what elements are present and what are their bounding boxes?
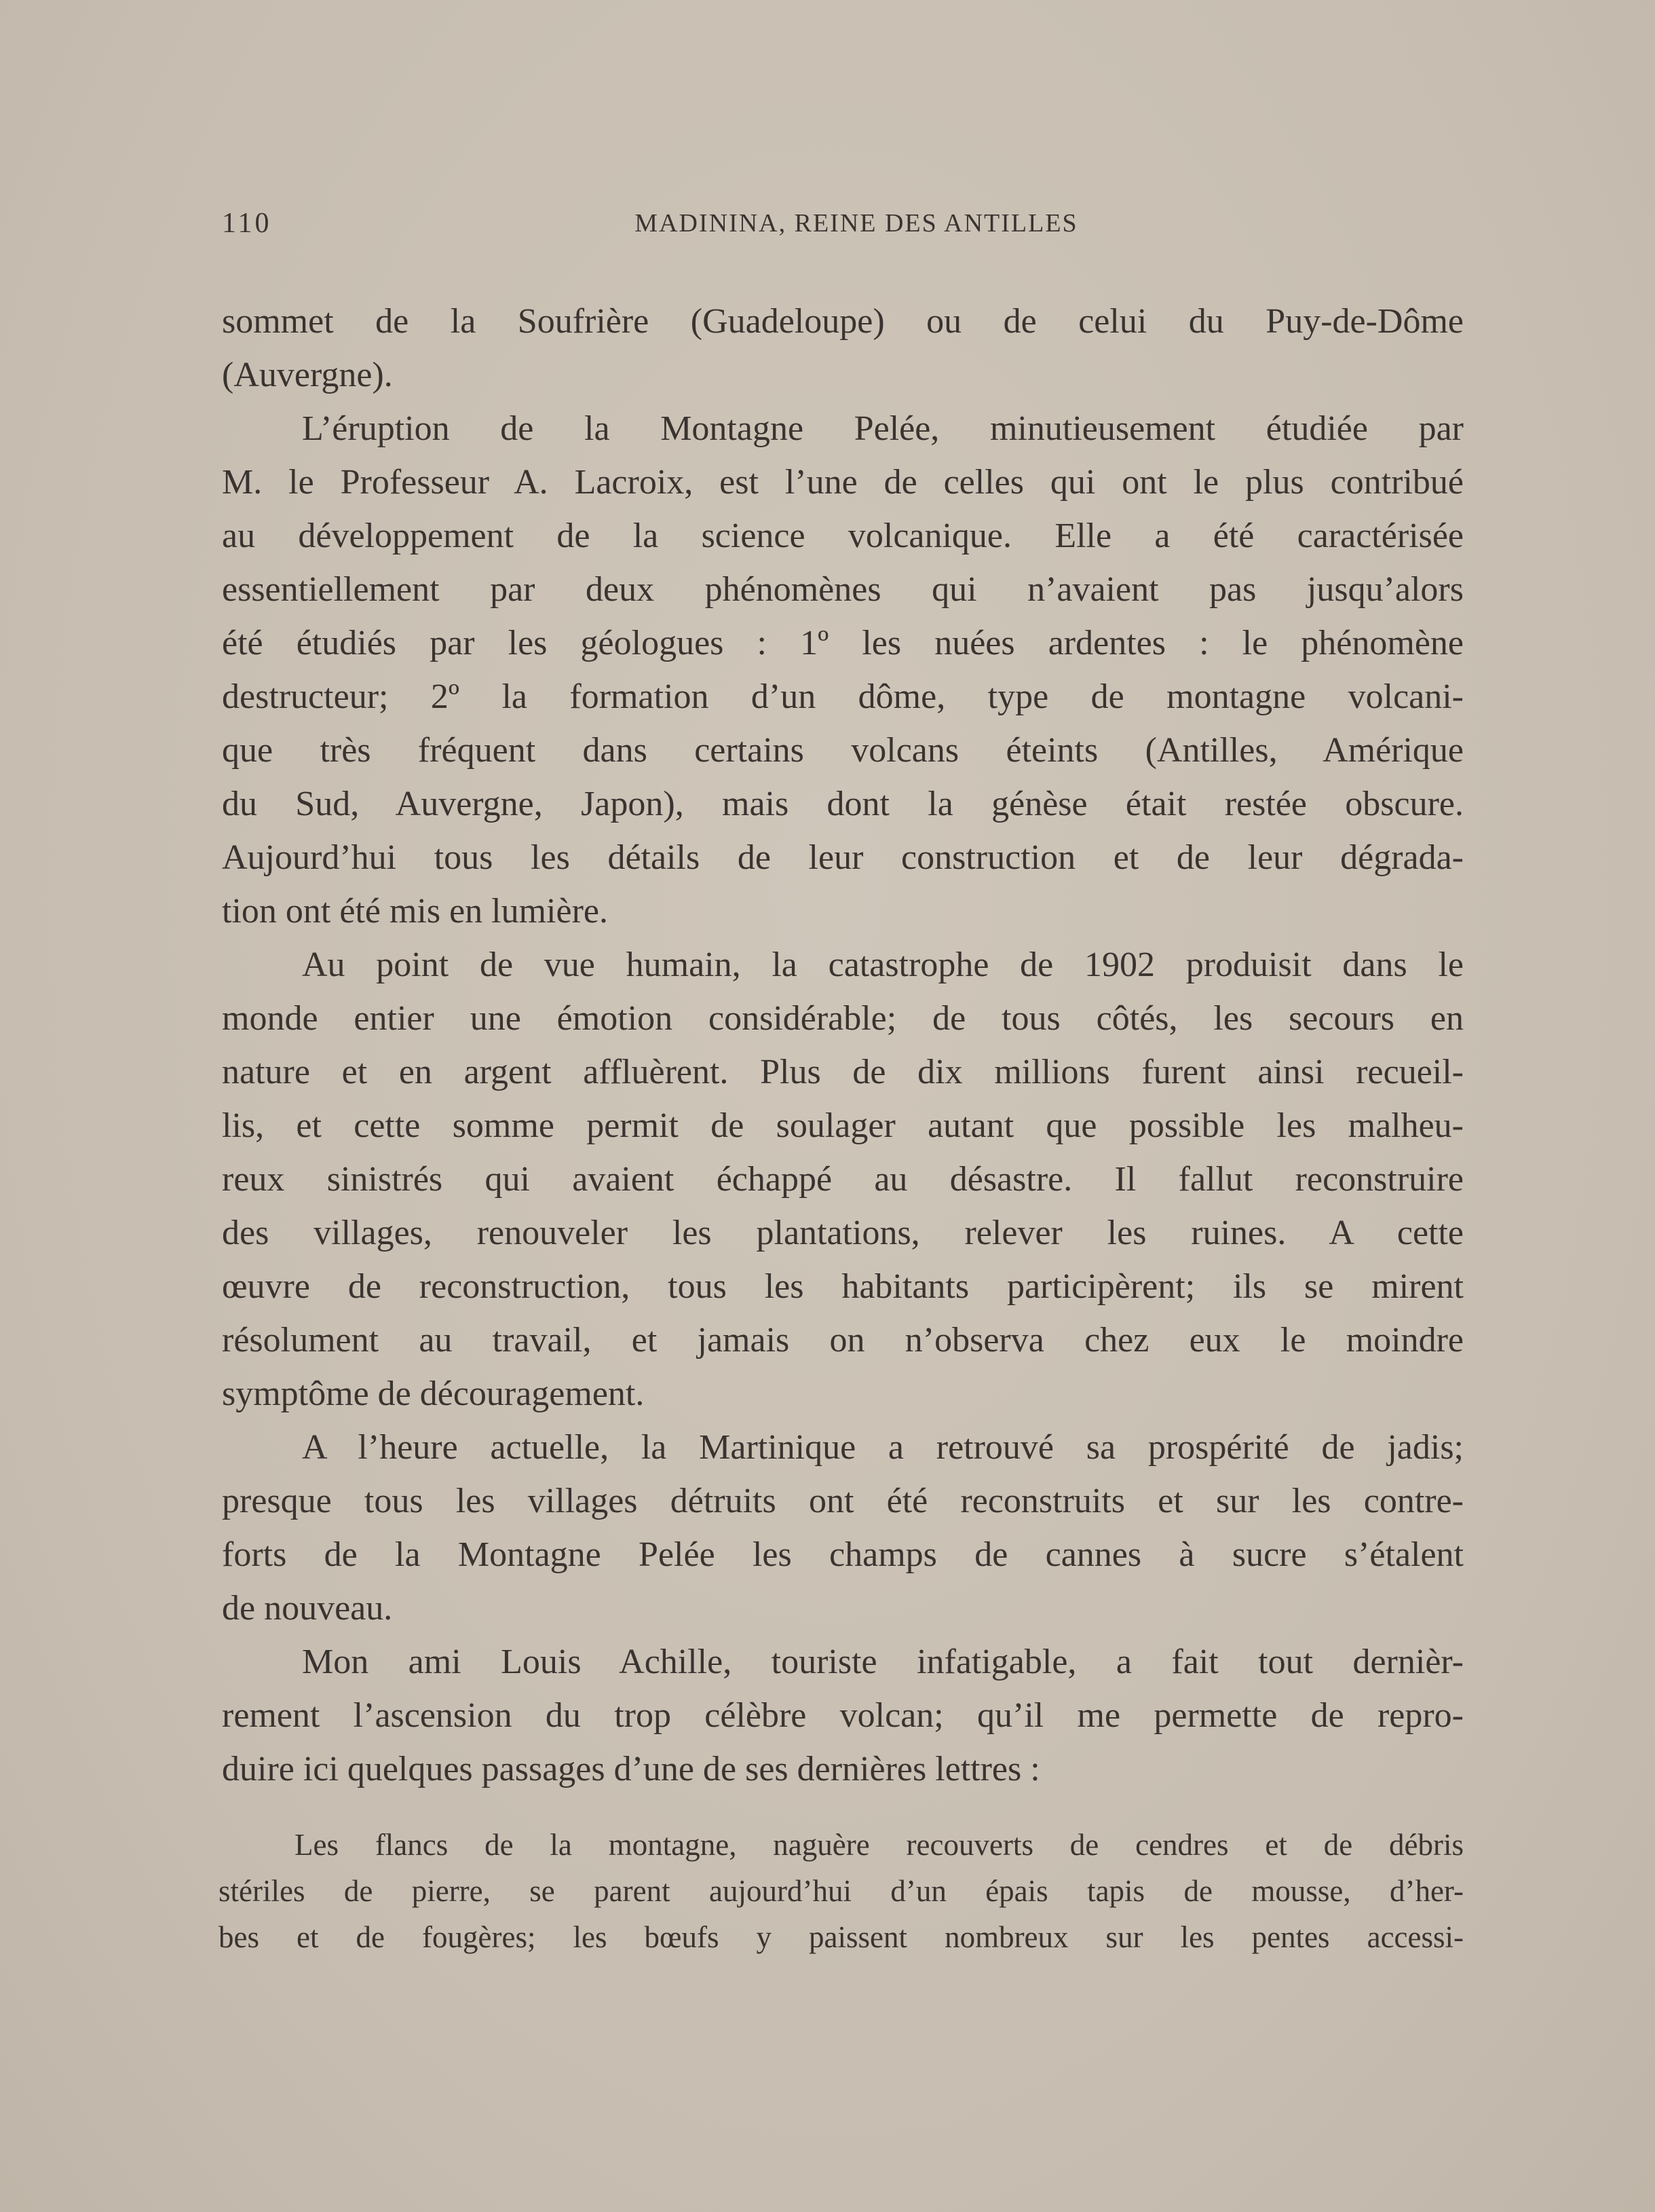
- quote-line: Les flancs de la montagne, naguère recouverts de cendres et de débris: [294, 1828, 1464, 1862]
- text-line: duire ici quelques passages d’une de ses dernières lettres :: [222, 1750, 1040, 1788]
- text-line: au développement de la science volcanique. Elle a été caractérisée: [222, 517, 1464, 555]
- text-line: L’éruption de la Montagne Pelée, minutieusement étudiée par: [302, 409, 1464, 448]
- text-line: du Sud, Auvergne, Japon), mais dont la génèse était restée obscure.: [222, 785, 1464, 823]
- block-quote: [218, 1822, 1464, 1960]
- text-line: symptôme de découragement.: [222, 1374, 645, 1413]
- text-line: des villages, renouveler les plantations, relever les ruines. A cette: [222, 1214, 1464, 1252]
- text-line: destructeur; 2º la formation d’un dôme, type de montagne volcani-: [222, 677, 1464, 716]
- text-line: A l’heure actuelle, la Martinique a retrouvé sa prospérité de jadis;: [302, 1428, 1464, 1467]
- text-line: (Auvergne).: [222, 356, 393, 394]
- body-text: [222, 295, 1464, 1796]
- running-head: MADININA, REINE DES ANTILLES: [634, 209, 1078, 238]
- text-line: œuvre de reconstruction, tous les habitants participèrent; ils se mirent: [222, 1267, 1464, 1306]
- page-header: [222, 207, 1464, 245]
- text-line: monde entier une émotion considérable; de tous côtés, les secours en: [222, 999, 1464, 1038]
- text-line: Au point de vue humain, la catastrophe de 1902 produisit dans le: [302, 945, 1464, 984]
- text-line: lis, et cette somme permit de soulager autant que possible les malheu-: [222, 1106, 1464, 1145]
- page-number: 110: [222, 208, 272, 239]
- text-line: essentiellement par deux phénomènes qui n’avaient pas jusqu’alors: [222, 570, 1464, 609]
- quote-line: stériles de pierre, se parent aujourd’hui d’un épais tapis de mousse, d’her-: [218, 1874, 1464, 1908]
- text-line: forts de la Montagne Pelée les champs de cannes à sucre s’étalent: [222, 1535, 1464, 1574]
- text-line: sommet de la Soufrière (Guadeloupe) ou de celui du Puy-de-Dôme: [222, 302, 1464, 341]
- text-line: presque tous les villages détruits ont été reconstruits et sur les contre-: [222, 1482, 1464, 1520]
- text-line: Aujourd’hui tous les détails de leur construction et de leur dégrada-: [222, 838, 1464, 877]
- text-line: résolument au travail, et jamais on n’observa chez eux le moindre: [222, 1321, 1464, 1360]
- text-line: reux sinistrés qui avaient échappé au désastre. Il fallut reconstruire: [222, 1160, 1464, 1199]
- text-line: été étudiés par les géologues : 1º les nuées ardentes : le phénomène: [222, 624, 1464, 662]
- text-line: tion ont été mis en lumière.: [222, 892, 608, 931]
- text-line: que très fréquent dans certains volcans éteints (Antilles, Amérique: [222, 731, 1464, 770]
- text-line: M. le Professeur A. Lacroix, est l’une de celles qui ont le plus contribué: [222, 463, 1464, 502]
- text-line: rement l’ascension du trop célèbre volcan; qu’il me permette de repro-: [222, 1696, 1464, 1735]
- text-line: de nouveau.: [222, 1589, 393, 1628]
- text-line: nature et en argent affluèrent. Plus de dix millions furent ainsi recueil-: [222, 1053, 1464, 1091]
- text-line: Mon ami Louis Achille, touriste infatigable, a fait tout dernièr-: [302, 1643, 1464, 1681]
- quote-line: bes et de fougères; les bœufs y paissent nombreux sur les pentes accessi-: [218, 1920, 1464, 1954]
